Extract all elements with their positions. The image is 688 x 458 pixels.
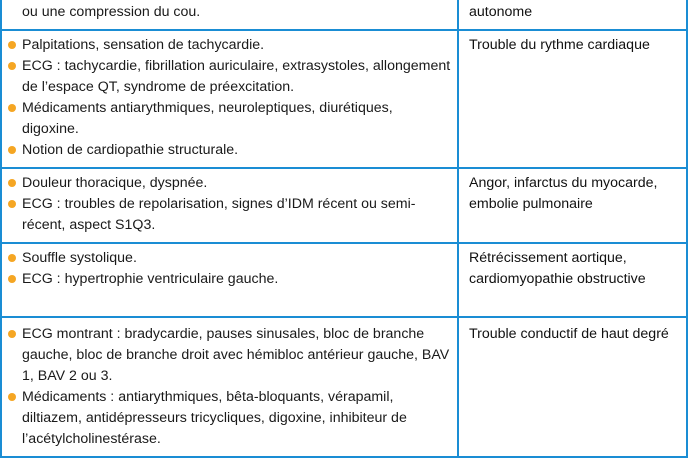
bullet-icon — [8, 393, 16, 401]
sign-text: Médicaments antiarythmiques, neuroleptiques, diurétiques, digoxine. — [22, 100, 393, 137]
signs-cell — [1, 317, 458, 457]
list-item — [8, 387, 451, 450]
list-item — [8, 324, 451, 387]
bullet-icon — [8, 179, 16, 187]
cause-cell — [458, 0, 687, 30]
sign-text: Palpitations, sensation de tachycardie. — [22, 37, 265, 53]
sign-text: ECG : hypertrophie ventriculaire gauche. — [22, 271, 279, 287]
signs-list — [8, 35, 451, 161]
list-item — [8, 248, 451, 269]
list-item — [8, 98, 451, 140]
signs-cell — [1, 168, 458, 243]
bullet-icon — [8, 254, 16, 262]
sign-text: Douleur thoracique, dyspnée. — [22, 175, 208, 191]
sign-text: ECG montrant : bradycardie, pauses sinusales, bloc de branche gauche, bloc de branche droit avec hémibloc antérieur gauche, BAV 1, BAV 2 ou 3. — [22, 326, 450, 384]
bullet-icon — [8, 330, 16, 338]
cause-text: Trouble conductif de haut degré — [469, 326, 669, 342]
signs-cell — [1, 0, 458, 30]
signs-list — [8, 173, 451, 236]
cause-cell — [458, 243, 687, 317]
cause-cell — [458, 30, 687, 168]
table-row — [1, 0, 687, 30]
signs-cell — [1, 243, 458, 317]
cause-text: Angor, infarctus du myocarde, embolie pulmonaire — [469, 175, 658, 212]
sign-text: ou une compression du cou. — [22, 4, 201, 20]
bullet-icon — [8, 275, 16, 283]
sign-text: Notion de cardiopathie structurale. — [22, 142, 239, 158]
list-item — [8, 140, 451, 161]
sign-text: ECG : troubles de repolarisation, signes d’IDM récent ou semi-récent, aspect S1Q3. — [22, 196, 416, 233]
sign-text: ECG : tachycardie, fibrillation auriculaire, extrasystoles, allongement de l’espace QT, syndrome de préexcitation. — [22, 58, 451, 95]
table-row — [1, 317, 687, 457]
list-item — [8, 194, 451, 236]
list-item — [8, 269, 451, 290]
list-item — [8, 56, 451, 98]
bullet-icon — [8, 200, 16, 208]
cause-text: Trouble du rythme cardiaque — [469, 37, 650, 53]
bullet-icon — [8, 104, 16, 112]
list-item — [8, 35, 451, 56]
bullet-icon — [8, 62, 16, 70]
sign-text: Souffle systolique. — [22, 250, 137, 266]
bullet-icon — [8, 146, 16, 154]
cause-text: autonome — [469, 4, 533, 20]
signs-list — [8, 248, 451, 290]
table-row — [1, 243, 687, 317]
signs-list — [8, 324, 451, 450]
bullet-icon — [8, 41, 16, 49]
cause-cell — [458, 168, 687, 243]
list-item — [8, 173, 451, 194]
cause-cell — [458, 317, 687, 457]
signs-cell — [1, 30, 458, 168]
cause-text: Rétrécissement aortique, cardiomyopathie obstructive — [469, 250, 646, 287]
sign-text: Médicaments : antiarythmiques, bêta-bloquants, vérapamil, diltiazem, antidépresseurs tricycliques, digoxine, inhibiteur de l’acétylcholinestérase. — [22, 389, 407, 447]
table-row — [1, 30, 687, 168]
table-row — [1, 168, 687, 243]
